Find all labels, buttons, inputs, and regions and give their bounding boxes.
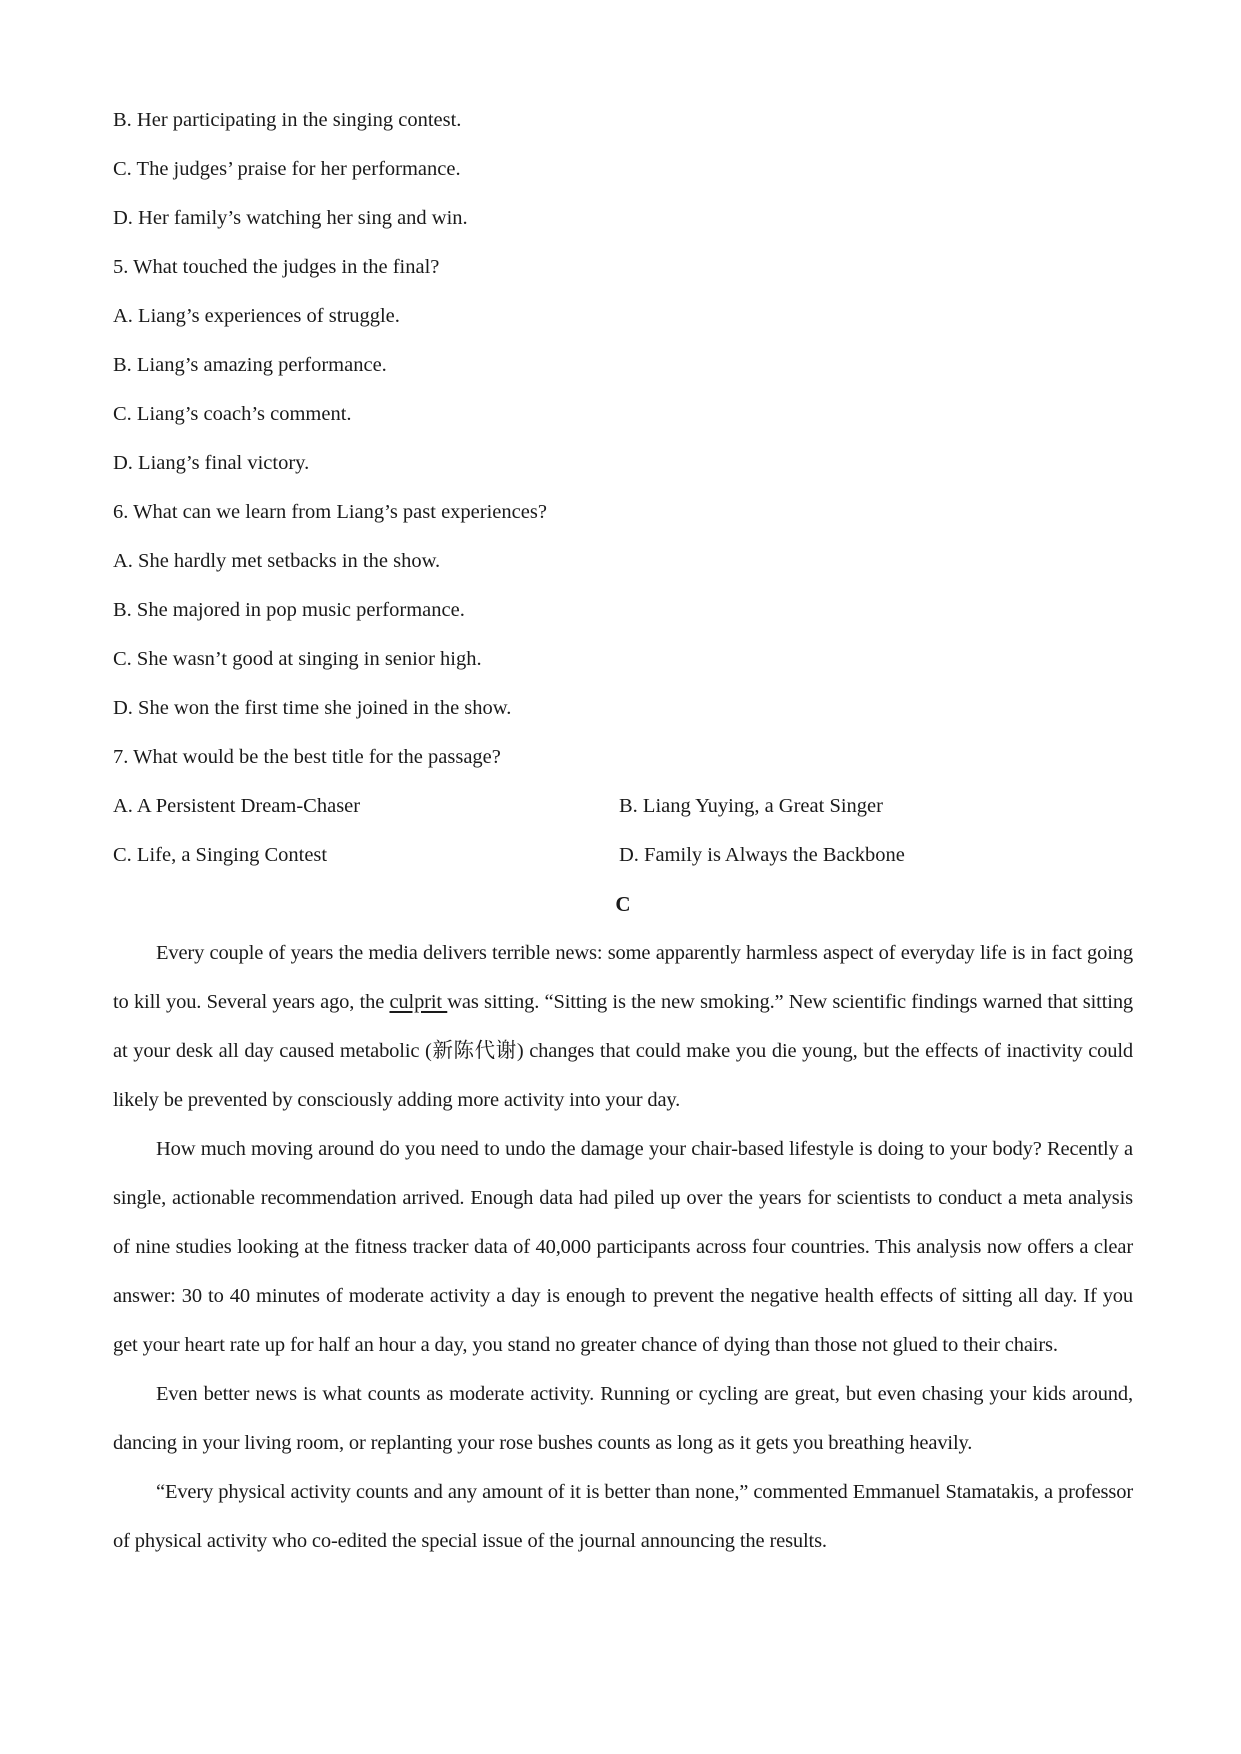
q7-option-b: B. Liang Yuying, a Great Singer xyxy=(619,795,883,817)
q6-option-a: A. She hardly met setbacks in the show. xyxy=(113,550,441,572)
q7-option-a: A. A Persistent Dream-Chaser xyxy=(113,795,361,817)
q6-option-d: D. She won the first time she joined in the show. xyxy=(113,697,512,719)
document-page xyxy=(113,96,1133,1566)
q5-option-d: D. Liang’s final victory. xyxy=(113,452,310,474)
q7-option-d: D. Family is Always the Backbone xyxy=(619,844,905,866)
q5-option-a: A. Liang’s experiences of struggle. xyxy=(113,305,400,327)
passage-paragraph-1 xyxy=(113,929,1133,1125)
q6-question: 6. What can we learn from Liang’s past experiences? xyxy=(113,501,547,523)
q4-option-b: B. Her participating in the singing contest. xyxy=(113,109,462,131)
q5-option-c: C. Liang’s coach’s comment. xyxy=(113,403,352,425)
q5-question: 5. What touched the judges in the final? xyxy=(113,256,440,278)
underlined-word-culprit: culprit xyxy=(389,991,448,1013)
section-c-title: C xyxy=(615,892,631,916)
passage-paragraph-3: Even better news is what counts as moderate activity. Running or cycling are great, but even chasing your kids around, dancing in your living room, or replanting your rose bushes counts as long as it gets you breathing heavily. xyxy=(113,1383,1133,1454)
q7-question: 7. What would be the best title for the passage? xyxy=(113,746,501,768)
paragraph-1-text-after: was sitting. “Sitting is the new smoking.” New scientific findings warned that sitting at your desk all day caused metabolic (新陈代谢) changes that could make you die young, but the effects of inactivity could likely be prevented by consciously adding more activity into your day. xyxy=(113,991,1134,1111)
paragraph-1-text-before: Every couple of years the media delivers terrible news: some apparently harmless aspect of everyday life is in fact going to kill you. Several years ago, the xyxy=(113,942,1133,1013)
q7-option-c: C. Life, a Singing Contest xyxy=(113,844,328,866)
passage-paragraph-2: How much moving around do you need to undo the damage your chair-based lifestyle is doing to your body? Recently a single, actionable recommendation arrived. Enough data had piled up over the years for scientists to conduct a meta analysis of nine studies looking at the fitness tracker data of 40,000 participants across four countries. This analysis now offers a clear answer: 30 to 40 minutes of moderate activity a day is enough to prevent the negative health effects of sitting all day. If you get your heart rate up for half an hour a day, you stand no greater chance of dying than those not glued to their chairs. xyxy=(113,1138,1133,1356)
q7-options-row-2 xyxy=(113,831,1133,880)
q4-option-d: D. Her family’s watching her sing and win. xyxy=(113,207,468,229)
q5-option-b: B. Liang’s amazing performance. xyxy=(113,354,387,376)
q6-option-b: B. She majored in pop music performance. xyxy=(113,599,465,621)
passage-paragraph-4: “Every physical activity counts and any amount of it is better than none,” commented Emmanuel Stamatakis, a professor of physical activity who co-edited the special issue of the journal announcing the results. xyxy=(113,1481,1133,1552)
q6-option-c: C. She wasn’t good at singing in senior high. xyxy=(113,648,482,670)
q4-option-c: C. The judges’ praise for her performance. xyxy=(113,158,461,180)
q7-options-row-1 xyxy=(113,782,1133,831)
